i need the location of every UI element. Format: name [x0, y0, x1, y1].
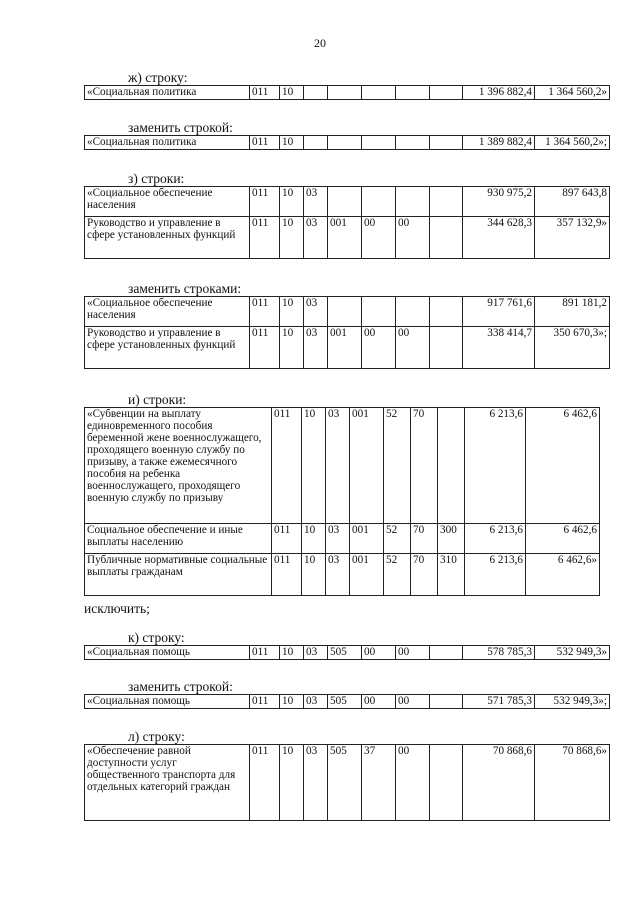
table-k-replace: [84, 694, 610, 709]
code-target-3: [396, 136, 430, 150]
value-year-1: 930 975,2: [463, 187, 535, 217]
code-section: 10: [280, 217, 304, 259]
code-subsection: [304, 86, 328, 100]
table-row: [85, 327, 610, 369]
row-name: Руководство и управление в сфере установленных функций: [85, 327, 250, 369]
code-target-1: [328, 86, 362, 100]
table-row: [85, 524, 600, 554]
code-subsection: 03: [304, 695, 328, 709]
code-target-1: [328, 187, 362, 217]
value-year-1: 70 868,6: [463, 745, 535, 821]
table-l: [84, 744, 610, 821]
code-ministry: 011: [250, 646, 280, 660]
code-target-3: 00: [396, 217, 430, 259]
table-zh: [84, 85, 610, 100]
code-subsection: 03: [304, 217, 328, 259]
code-expense-type: [430, 217, 463, 259]
code-target-3: 00: [396, 745, 430, 821]
table-z-replace: [84, 296, 610, 369]
code-expense-type: [430, 646, 463, 660]
code-subsection: 03: [326, 524, 350, 554]
row-name: «Социальная помощь: [85, 695, 250, 709]
table-row: [85, 745, 610, 821]
row-name: «Социальное обеспечение населения: [85, 297, 250, 327]
code-ministry: 011: [250, 187, 280, 217]
table-row: [85, 408, 600, 524]
code-expense-type: [430, 695, 463, 709]
section-heading-k-replace: заменить строкой:: [128, 679, 233, 694]
code-subsection: 03: [304, 646, 328, 660]
code-ministry: 011: [250, 297, 280, 327]
section-heading-zh: ж) строку:: [128, 70, 188, 85]
code-section: 10: [280, 187, 304, 217]
code-ministry: 011: [272, 554, 302, 596]
code-section: 10: [302, 408, 326, 524]
code-expense-type: [430, 745, 463, 821]
code-ministry: 011: [272, 524, 302, 554]
code-subsection: 03: [304, 745, 328, 821]
value-year-2: 357 132,9»: [535, 217, 610, 259]
code-target-2: 52: [384, 524, 411, 554]
code-section: 10: [280, 327, 304, 369]
row-name: «Социальное обеспечение населения: [85, 187, 250, 217]
row-name: «Социальная политика: [85, 86, 250, 100]
section-heading-z: з) строки:: [128, 171, 185, 186]
code-target-2: [362, 187, 396, 217]
code-section: 10: [280, 297, 304, 327]
code-ministry: 011: [250, 217, 280, 259]
table-row: [85, 187, 610, 217]
section-heading-zh-replace: заменить строкой:: [128, 120, 233, 135]
code-target-3: 00: [396, 327, 430, 369]
value-year-2: 6 462,6: [526, 408, 600, 524]
code-target-1: [328, 136, 362, 150]
table-row: [85, 695, 610, 709]
value-year-1: 1 389 882,4: [463, 136, 535, 150]
code-section: 10: [280, 745, 304, 821]
value-year-1: 917 761,6: [463, 297, 535, 327]
value-year-2: 350 670,3»;: [535, 327, 610, 369]
code-target-2: [362, 136, 396, 150]
code-target-3: [396, 297, 430, 327]
value-year-2: 532 949,3»;: [535, 695, 610, 709]
code-target-3: 70: [411, 408, 438, 524]
value-year-1: 6 213,6: [465, 554, 526, 596]
code-expense-type: [430, 136, 463, 150]
code-section: 10: [302, 524, 326, 554]
code-target-1: 505: [328, 646, 362, 660]
section-heading-z-replace: заменить строками:: [128, 281, 242, 296]
code-target-1: 001: [350, 554, 384, 596]
table-row: [85, 217, 610, 259]
code-expense-type: 310: [438, 554, 465, 596]
section-heading-i: и) строки:: [128, 392, 187, 407]
row-name: Социальное обеспечение и иные выплаты населению: [85, 524, 272, 554]
code-target-3: [396, 86, 430, 100]
code-target-2: 00: [362, 327, 396, 369]
code-expense-type: [430, 187, 463, 217]
value-year-2: 6 462,6»: [526, 554, 600, 596]
page-number: 20: [314, 36, 326, 50]
code-subsection: 03: [304, 327, 328, 369]
row-name: Публичные нормативные социальные выплаты гражданам: [85, 554, 272, 596]
code-target-3: 00: [396, 646, 430, 660]
section-heading-k: к) строку:: [128, 630, 185, 645]
code-expense-type: [430, 297, 463, 327]
code-section: 10: [280, 136, 304, 150]
table-zh-replace: [84, 135, 610, 150]
code-section: 10: [302, 554, 326, 596]
code-subsection: 03: [326, 554, 350, 596]
code-ministry: 011: [272, 408, 302, 524]
code-ministry: 011: [250, 136, 280, 150]
table-row: [85, 554, 600, 596]
value-year-1: 571 785,3: [463, 695, 535, 709]
value-year-2: 70 868,6»: [535, 745, 610, 821]
table-row: [85, 86, 610, 100]
value-year-2: 1 364 560,2»: [535, 86, 610, 100]
row-name: «Социальная политика: [85, 136, 250, 150]
code-target-2: 00: [362, 695, 396, 709]
table-row: [85, 297, 610, 327]
code-section: 10: [280, 646, 304, 660]
code-section: 10: [280, 695, 304, 709]
value-year-1: 6 213,6: [465, 408, 526, 524]
value-year-2: 897 643,8: [535, 187, 610, 217]
code-target-2: 37: [362, 745, 396, 821]
table-i: [84, 407, 600, 596]
value-year-1: 578 785,3: [463, 646, 535, 660]
code-subsection: 03: [326, 408, 350, 524]
value-year-1: 344 628,3: [463, 217, 535, 259]
code-target-1: [328, 297, 362, 327]
table-row: [85, 646, 610, 660]
table-z: [84, 186, 610, 259]
code-ministry: 011: [250, 327, 280, 369]
code-target-1: 001: [350, 524, 384, 554]
code-target-2: 00: [362, 217, 396, 259]
exclude-instruction: исключить;: [84, 601, 150, 616]
code-target-3: 00: [396, 695, 430, 709]
code-target-1: 505: [328, 695, 362, 709]
value-year-2: 6 462,6: [526, 524, 600, 554]
section-heading-l: л) строку:: [128, 729, 185, 744]
code-target-1: 505: [328, 745, 362, 821]
row-name: Руководство и управление в сфере установленных функций: [85, 217, 250, 259]
code-target-3: 70: [411, 554, 438, 596]
code-expense-type: 300: [438, 524, 465, 554]
code-target-1: 001: [328, 217, 362, 259]
value-year-2: 1 364 560,2»;: [535, 136, 610, 150]
code-target-3: [396, 187, 430, 217]
code-ministry: 011: [250, 86, 280, 100]
code-section: 10: [280, 86, 304, 100]
row-name: «Обеспечение равной доступности услуг общественного транспорта для отдельных категорий граждан: [85, 745, 250, 821]
value-year-1: 338 414,7: [463, 327, 535, 369]
code-target-1: 001: [350, 408, 384, 524]
table-k: [84, 645, 610, 660]
code-ministry: 011: [250, 745, 280, 821]
value-year-2: 891 181,2: [535, 297, 610, 327]
value-year-2: 532 949,3»: [535, 646, 610, 660]
code-target-2: 52: [384, 408, 411, 524]
code-target-2: [362, 297, 396, 327]
value-year-1: 6 213,6: [465, 524, 526, 554]
code-target-2: 52: [384, 554, 411, 596]
table-row: [85, 136, 610, 150]
code-ministry: 011: [250, 695, 280, 709]
code-target-3: 70: [411, 524, 438, 554]
code-target-1: 001: [328, 327, 362, 369]
value-year-1: 1 396 882,4: [463, 86, 535, 100]
code-subsection: 03: [304, 297, 328, 327]
code-subsection: [304, 136, 328, 150]
code-expense-type: [430, 86, 463, 100]
code-target-2: 00: [362, 646, 396, 660]
code-expense-type: [438, 408, 465, 524]
row-name: «Социальная помощь: [85, 646, 250, 660]
code-target-2: [362, 86, 396, 100]
code-expense-type: [430, 327, 463, 369]
row-name: «Субвенции на выплату единовременного пособия беременной жене военнослужащего, проходящего военную службу по призыву, а также ежемесячного пособия на ребенка военнослужащего, проходящего военную службу по призыву: [85, 408, 272, 524]
code-subsection: 03: [304, 187, 328, 217]
